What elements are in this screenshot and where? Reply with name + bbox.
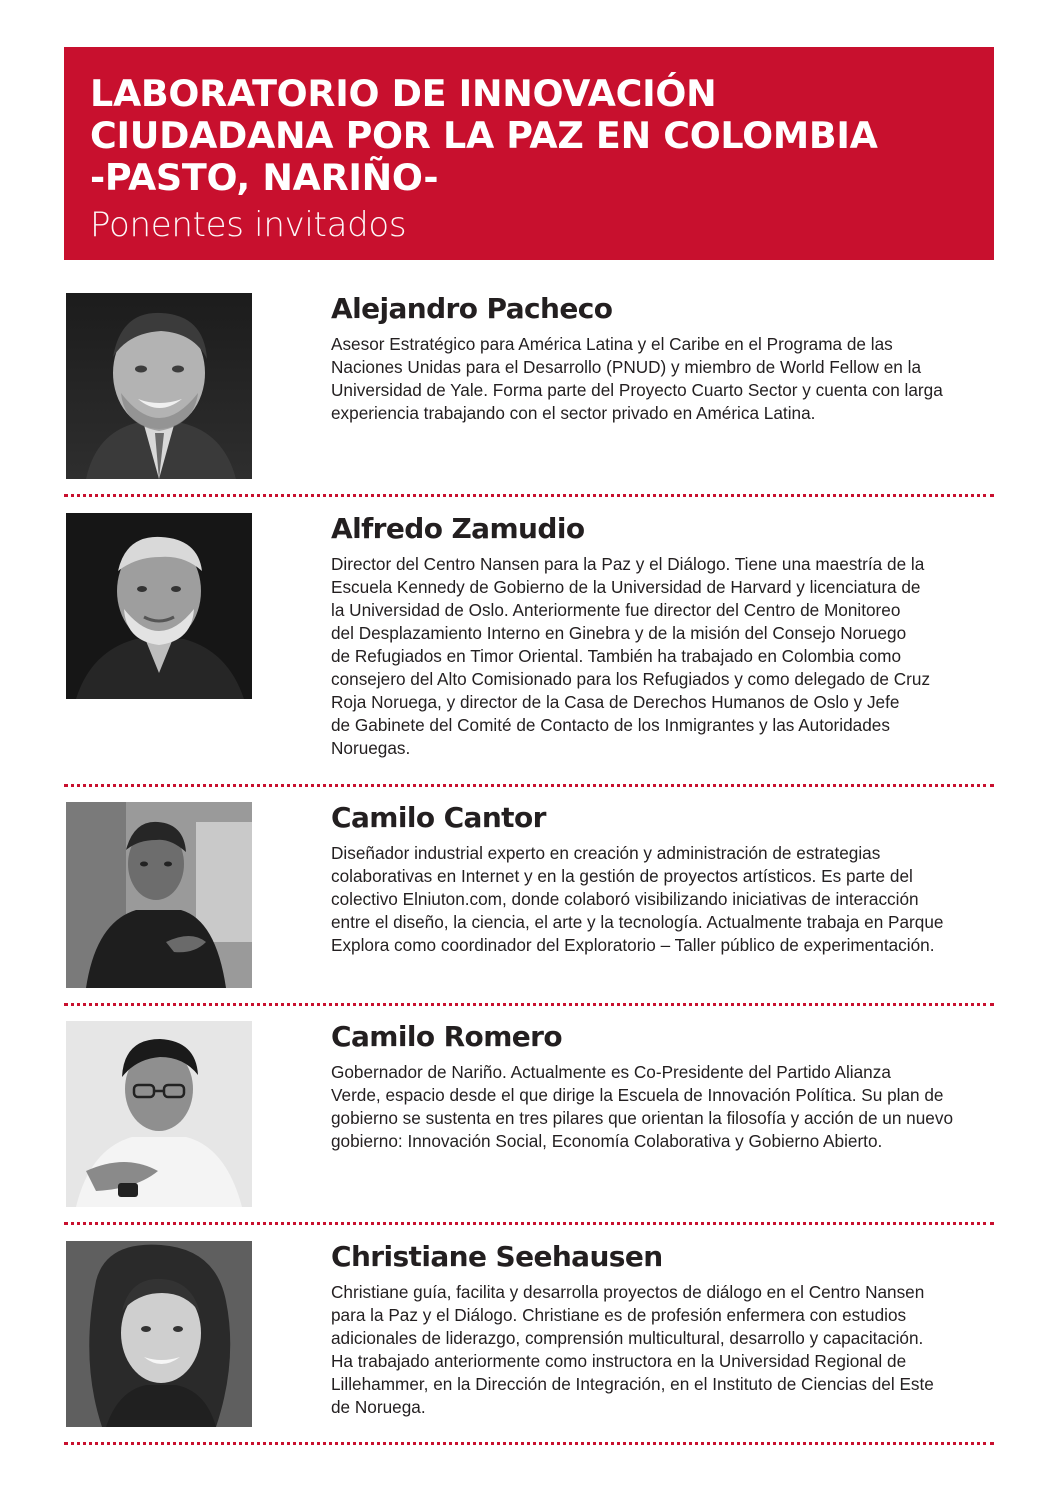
bio-line: gobierno se sustenta en tres pilares que orientan la filosofía y acción de un nuevo [331,1108,954,1128]
bio-line: Universidad de Yale. Forma parte del Proyecto Cuarto Sector y cuenta con larga [331,380,943,400]
bio-line: Escuela Kennedy de Gobierno de la Universidad de Harvard y licenciatura de [331,577,921,597]
speaker-name: Alfredo Zamudio [331,512,585,545]
bio-line: Ha trabajado anteriormente como instructora en la Universidad Regional de [331,1351,907,1371]
bio-line: experiencia trabajando con el sector privado en América Latina. [331,403,816,423]
bio-line: gobierno: Innovación Social, Economía Colaborativa y Gobierno Abierto. [331,1131,883,1151]
speaker-bio [331,842,1001,957]
title-line: CIUDADANA POR LA PAZ EN COLOMBIA [90,114,878,157]
bio-line: para la Paz y el Diálogo. Christiane es de profesión enfermera con estudios [331,1305,907,1325]
speaker-photo [66,513,252,699]
speaker-bio [331,553,1001,760]
speaker-name: Camilo Cantor [331,801,546,834]
bio-line: entre el diseño, la ciencia, el arte y la tecnología. Actualmente trabaja en Parque [331,912,944,932]
title-line: -PASTO, NARIÑO- [90,156,439,199]
speaker-name: Alejandro Pacheco [331,292,613,325]
speaker-photo [66,1241,252,1427]
bio-line: del Desplazamiento Interno en Ginebra y de la misión del Consejo Noruego [331,623,907,643]
speaker-bio [331,1281,1001,1419]
speaker-bio [331,1061,1001,1153]
bio-line: Noruegas. [331,738,411,758]
bio-line: de Refugiados en Timor Oriental. También ha trabajado en Colombia como [331,646,902,666]
dotted-divider [64,1222,994,1225]
bio-line: consejero del Alto Comisionado para los Refugiados y como delegado de Cruz [331,669,931,689]
bio-line: Roja Noruega, y director de la Casa de Derechos Humanos de Oslo y Jefe [331,692,900,712]
speaker-photo [66,802,252,988]
bio-line: Explora como coordinador del Exploratorio – Taller público de experimentación. [331,935,935,955]
bio-line: Lillehammer, en la Dirección de Integración, en el Instituto de Ciencias del Este [331,1374,934,1394]
dotted-divider [64,1442,994,1445]
page-title [90,73,994,199]
dotted-divider [64,494,994,497]
speaker-photo [66,1021,252,1207]
speaker-name: Christiane Seehausen [331,1240,663,1273]
dotted-divider [64,1003,994,1006]
bio-line: Diseñador industrial experto en creación y administración de estrategias [331,843,881,863]
bio-line: colaborativas en Internet y en la gestión de proyectos artísticos. Es parte del [331,866,913,886]
dotted-divider [64,784,994,787]
bio-line: la Universidad de Oslo. Anteriormente fue director del Centro de Monitoreo [331,600,901,620]
bio-line: de Noruega. [331,1397,426,1417]
title-line: LABORATORIO DE INNOVACIÓN [90,72,717,115]
bio-line: Verde, espacio desde el que dirige la Escuela de Innovación Política. Su plan de [331,1085,944,1105]
bio-line: colectivo Elniuton.com, donde colaboró visibilizando iniciativas de interacción [331,889,919,909]
speaker-bio [331,333,1001,425]
bio-line: Director del Centro Nansen para la Paz y el Diálogo. Tiene una maestría de la [331,554,925,574]
bio-line: Naciones Unidas para el Desarrollo (PNUD) y miembro de World Fellow en la [331,357,922,377]
page-subtitle: Ponentes invitados [90,205,407,245]
bio-line: Christiane guía, facilita y desarrolla proyectos de diálogo en el Centro Nansen [331,1282,925,1302]
bio-line: de Gabinete del Comité de Contacto de los Inmigrantes y las Autoridades [331,715,890,735]
bio-line: Asesor Estratégico para América Latina y el Caribe en el Programa de las [331,334,893,354]
bio-line: Gobernador de Nariño. Actualmente es Co-Presidente del Partido Alianza [331,1062,891,1082]
speaker-name: Camilo Romero [331,1020,563,1053]
header-banner [64,47,994,260]
bio-line: adicionales de liderazgo, comprensión multicultural, desarrollo y capacitación. [331,1328,924,1348]
speaker-photo [66,293,252,479]
